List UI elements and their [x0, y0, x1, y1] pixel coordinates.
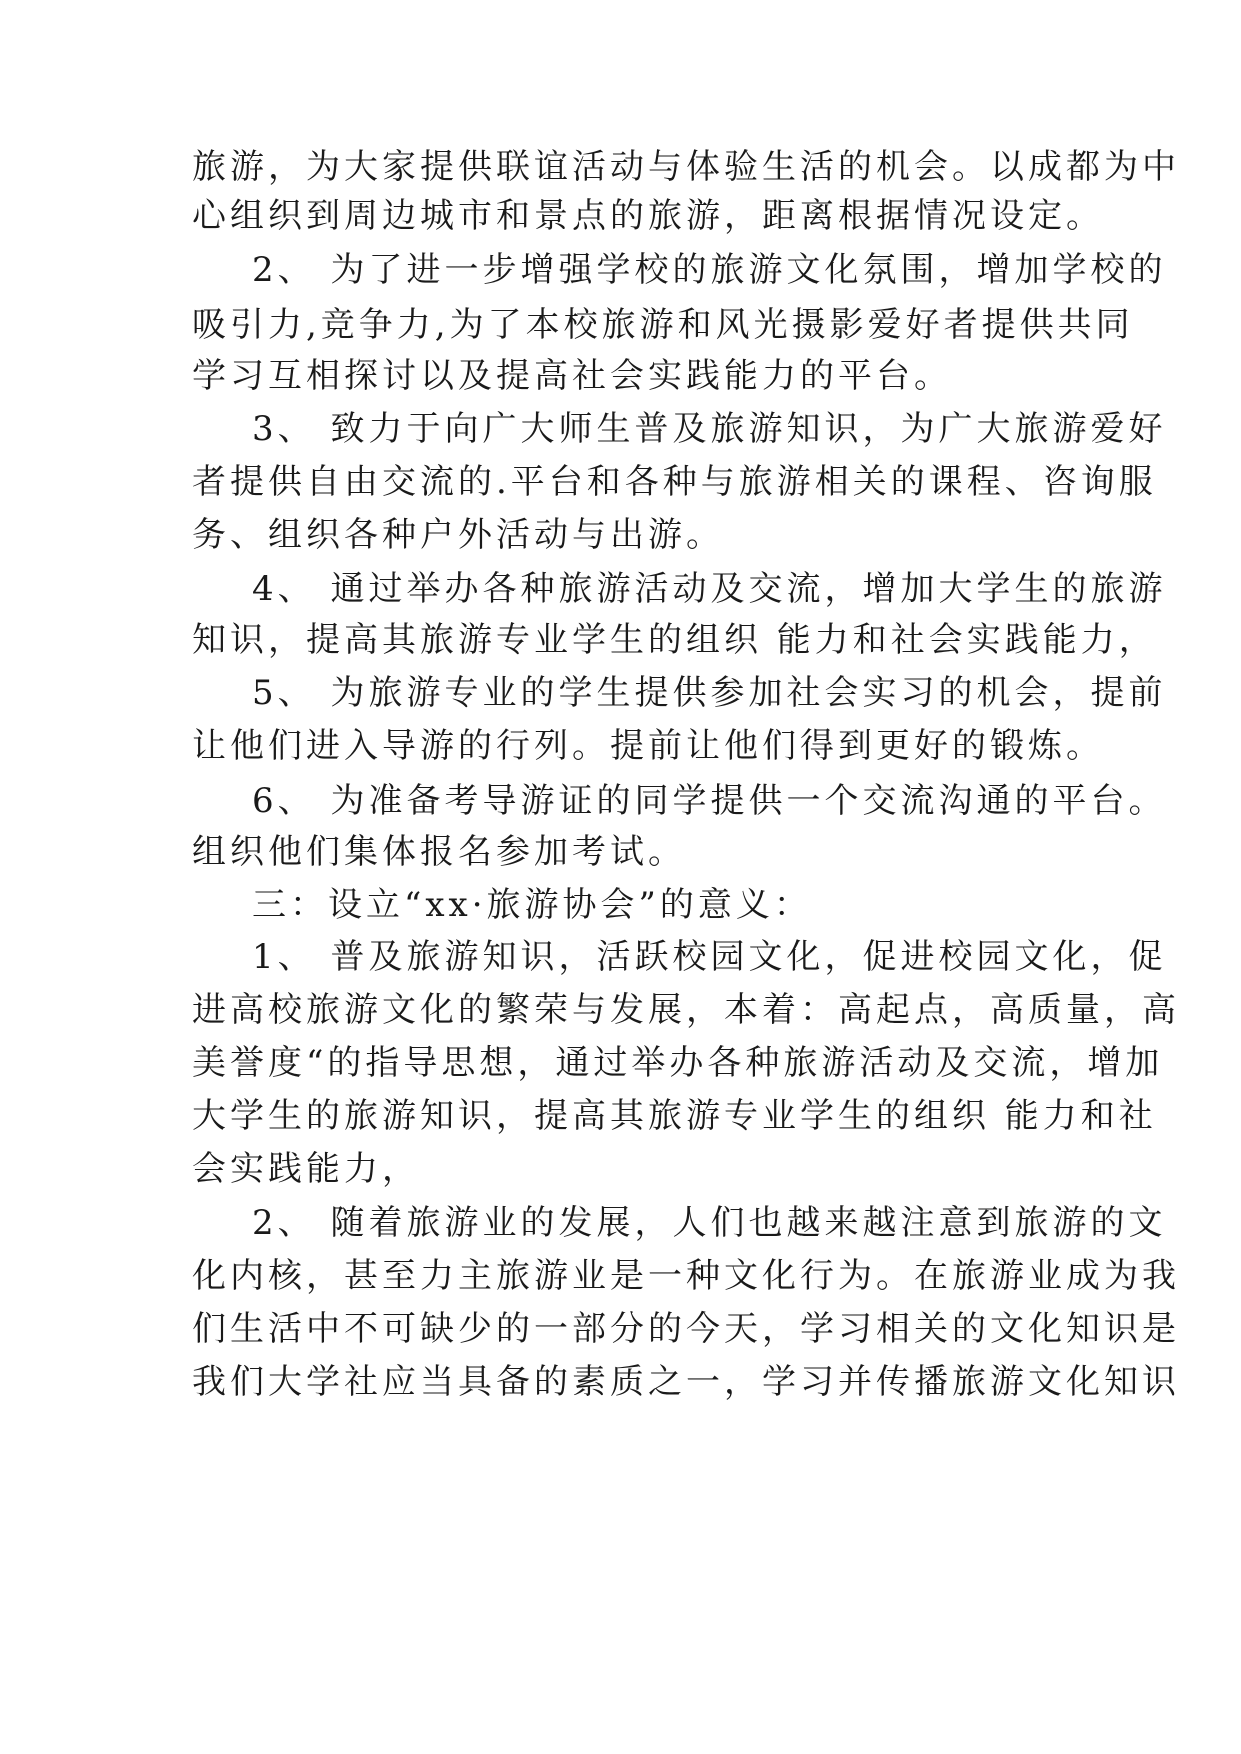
text-line: 美誉度“的指导思想，通过举办各种旅游活动及交流，增加: [192, 1043, 1164, 1083]
text-line: 知识，提高其旅游专业学生的组织 能力和社会实践能力，: [192, 620, 1157, 660]
text-line: 旅游，为大家提供联谊活动与体验生活的机会。以成都为中: [192, 147, 1180, 187]
text-line: 吸引力,竞争力,为了本校旅游和风光摄影爱好者提供共同: [192, 305, 1134, 345]
text-line: 2、 为了进一步增强学校的旅游文化氛围，增加学校的: [252, 250, 1167, 290]
section-heading: 三：设立“xx·旅游协会”的意义：: [252, 885, 812, 925]
text-line: 学习互相探讨以及提高社会实践能力的平台。: [192, 356, 952, 396]
text-line: 3、 致力于向广大师生普及旅游知识，为广大旅游爱好: [252, 409, 1167, 449]
text-line: 化内核，甚至力主旅游业是一种文化行为。在旅游业成为我: [192, 1256, 1180, 1296]
text-line: 进高校旅游文化的繁荣与发展，本着：高起点，高质量，高: [192, 990, 1180, 1030]
text-line: 组织他们集体报名参加考试。: [192, 832, 686, 872]
text-line: 我们大学社应当具备的素质之一，学习并传播旅游文化知识: [192, 1362, 1180, 1402]
text-line: 者提供自由交流的.平台和各种与旅游相关的课程、咨询服: [192, 462, 1157, 502]
text-line: 2、 随着旅游业的发展，人们也越来越注意到旅游的文: [252, 1203, 1167, 1243]
text-line: 1、 普及旅游知识，活跃校园文化，促进校园文化，促: [252, 937, 1167, 977]
text-line: 会实践能力，: [192, 1149, 420, 1189]
text-line: 务、组织各种户外活动与出游。: [192, 515, 724, 555]
text-line: 让他们进入导游的行列。提前让他们得到更好的锻炼。: [192, 726, 1104, 766]
text-line: 心组织到周边城市和景点的旅游，距离根据情况设定。: [192, 196, 1104, 236]
text-line: 大学生的旅游知识，提高其旅游专业学生的组织 能力和社: [192, 1096, 1157, 1136]
text-line: 6、 为准备考导游证的同学提供一个交流沟通的平台。: [252, 781, 1167, 821]
text-line: 们生活中不可缺少的一部分的今天，学习相关的文化知识是: [192, 1309, 1180, 1349]
text-line: 4、 通过举办各种旅游活动及交流，增加大学生的旅游: [252, 569, 1167, 609]
text-line: 5、 为旅游专业的学生提供参加社会实习的机会，提前: [252, 673, 1167, 713]
